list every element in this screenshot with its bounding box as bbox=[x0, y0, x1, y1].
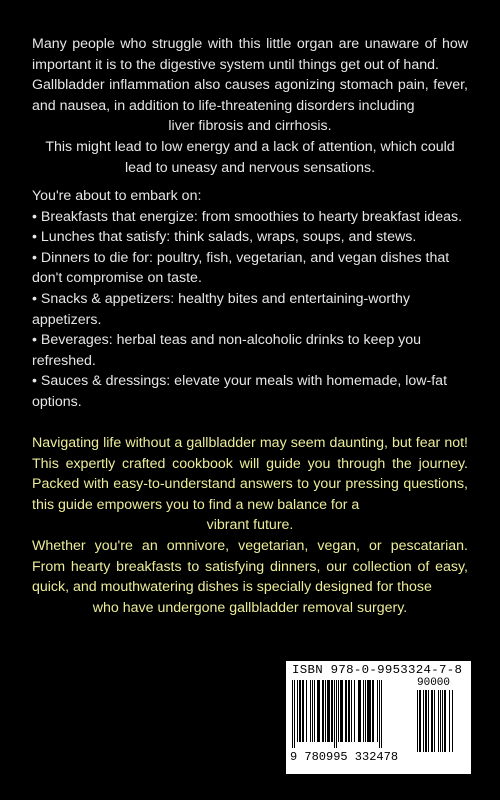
intro-text-3: liver fibrosis and cirrhosis. bbox=[168, 118, 332, 135]
barcode-number: 9 780995 332478 bbox=[290, 750, 399, 764]
intro-text-5: lead to uneasy and nervous sensations. bbox=[124, 159, 376, 176]
barcode-bar bbox=[294, 680, 295, 748]
barcode-bar bbox=[310, 680, 311, 742]
barcode-bar bbox=[325, 680, 326, 742]
intro-text-4: This might lead to low energy and a lack of attention, which could bbox=[45, 138, 455, 155]
barcode-bar bbox=[358, 680, 361, 742]
meal-list bbox=[32, 186, 468, 413]
barcode-bar bbox=[452, 690, 453, 752]
barcode-bars bbox=[292, 680, 412, 748]
highlight-text-1: Navigating life without a gallbladder may seem daunting, but fear not! This expertly crafted cookbook will guide you through the journey. Packed with easy-to-understand answers to your pressing questions, this guide empowers you to find a new balance for a bbox=[32, 435, 468, 513]
barcode-bar bbox=[363, 680, 364, 742]
list-item-sauces: • Sauces & dressings: elevate your meals with homemade, low-fat options. bbox=[32, 373, 448, 410]
barcode-bar bbox=[340, 680, 343, 742]
barcode-bar bbox=[438, 690, 439, 752]
barcode-bar bbox=[317, 680, 320, 742]
intro-text-1: Many people who struggle with this little organ are unaware of how important it is to the digestive system until things get out of hand. bbox=[32, 36, 468, 73]
list-item-snacks: • Snacks & appetizers: healthy bites and entertaining-worthy appetizers. bbox=[32, 290, 410, 328]
barcode-bar bbox=[449, 690, 450, 752]
barcode-bar bbox=[367, 680, 371, 742]
barcode-bar bbox=[372, 680, 374, 742]
barcode-bar bbox=[297, 680, 298, 742]
barcode-bar bbox=[425, 690, 427, 752]
barcode-bar bbox=[417, 690, 418, 752]
barcode-bar bbox=[338, 680, 339, 742]
barcode-bar bbox=[423, 690, 424, 752]
barcode-bar bbox=[348, 680, 350, 742]
barcode-bar bbox=[365, 680, 366, 742]
isbn-barcode bbox=[286, 661, 471, 774]
highlight-paragraph bbox=[32, 433, 468, 618]
barcode-bar bbox=[351, 680, 352, 742]
barcode-bar bbox=[442, 690, 443, 752]
barcode-bar bbox=[331, 680, 333, 742]
barcode-bar bbox=[306, 680, 307, 742]
barcode-bar bbox=[434, 690, 435, 752]
list-intro: You're about to embark on: bbox=[32, 188, 202, 204]
barcode-bar bbox=[312, 680, 313, 742]
barcode-bar bbox=[327, 680, 330, 742]
list-item-lunches: • Lunches that satisfy: think salads, wraps, soups, and stews. bbox=[32, 229, 417, 246]
highlight-text-1-end: vibrant future. bbox=[206, 517, 294, 534]
highlight-text-2-end: who have undergone gallbladder removal surgery. bbox=[92, 599, 408, 616]
barcode-bar bbox=[314, 680, 315, 742]
barcode-bar bbox=[292, 680, 293, 748]
barcode-bar bbox=[345, 680, 347, 742]
barcode-bar bbox=[322, 680, 324, 742]
barcode-bar bbox=[354, 680, 355, 742]
list-item-dinners: • Dinners to die for: poultry, fish, vegetarian, and vegan dishes that don't compromise on taste. bbox=[32, 249, 450, 287]
barcode-bar bbox=[381, 680, 382, 748]
intro-text-2: Gallbladder inflammation also causes agonizing stomach pain, fever, and nausea, in addition to life-threatening disorders including bbox=[32, 77, 468, 114]
barcode-bar bbox=[377, 680, 378, 742]
list-item-breakfasts: • Breakfasts that energize: from smoothies to hearty breakfast ideas. bbox=[32, 208, 463, 225]
isbn-label: ISBN 978-0-9953324-7-8 bbox=[292, 663, 463, 677]
barcode-addon-number: 90000 bbox=[417, 677, 451, 689]
barcode-bar bbox=[431, 690, 433, 752]
barcode-addon-bars bbox=[417, 690, 465, 758]
list-item-beverages: • Beverages: herbal teas and non-alcoholic drinks to keep you refreshed. bbox=[32, 332, 422, 369]
barcode-bar bbox=[336, 680, 337, 748]
highlight-text-2: Whether you're an omnivore, vegetarian, vegan, or pescatarian. From hearty breakfasts to satisfying dinners, our collection of easy, quick, and mouthwatering dishes is specially designed for those bbox=[32, 537, 468, 596]
barcode-bar bbox=[428, 690, 429, 752]
barcode-bar bbox=[334, 680, 335, 748]
barcode-bar bbox=[299, 680, 301, 742]
barcode-bar bbox=[379, 680, 380, 748]
intro-paragraph bbox=[32, 34, 468, 178]
barcode-bar bbox=[440, 690, 441, 752]
barcode-bar bbox=[302, 680, 304, 742]
barcode-bar bbox=[444, 690, 446, 752]
barcode-bar bbox=[419, 690, 421, 752]
